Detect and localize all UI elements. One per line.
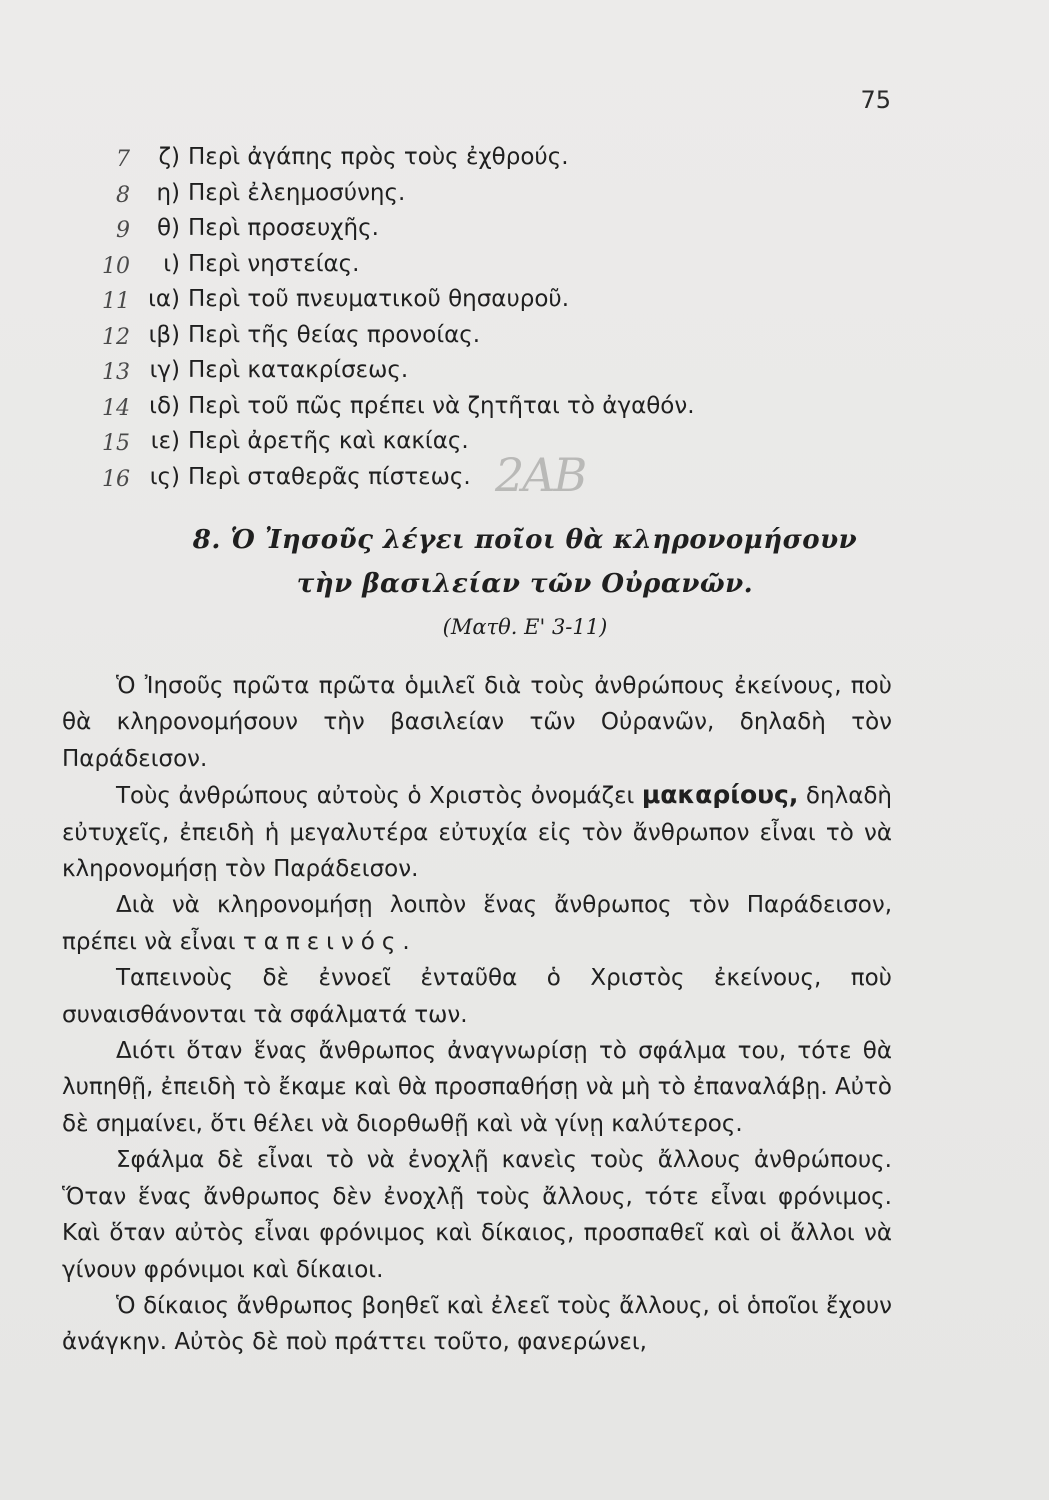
item-label: η) bbox=[156, 179, 180, 206]
page-number: 75 bbox=[860, 86, 891, 114]
item-label: ις) bbox=[149, 463, 180, 490]
item-text: Περὶ κατακρίσεως. bbox=[188, 357, 409, 383]
handwritten-number: 14 bbox=[102, 395, 130, 421]
spaced-word: ταπεινός. bbox=[242, 928, 417, 955]
item-label: ιε) bbox=[150, 428, 180, 454]
section-title-line2: τὴν βασιλείαν τῶν Οὐρανῶν. bbox=[296, 569, 754, 599]
handwritten-number: 11 bbox=[102, 289, 130, 314]
paragraph: Διότι ὅταν ἕνας ἄνθρωπος ἀναγνωρίσῃ τὸ σφάλμα του, τότε θὰ λυπηθῇ, ἐπειδὴ τὸ ἔκαμε καὶ θὰ προσπαθήσῃ νὰ μὴ τὸ ἐπαναλάβῃ. Αὐτὸ δὲ σημαίνει, ὅτι θέλει νὰ διορθωθῇ καὶ νὰ γίνῃ καλύτερος. bbox=[62, 1038, 892, 1137]
paragraph: Διὰ νὰ κληρονομήσῃ λοιπὸν ἕνας ἄνθρωπος τὸν Παράδεισον, πρέπει νὰ εἶναι ταπεινός. bbox=[62, 892, 892, 955]
paragraph: Τοὺς ἀνθρώπους αὐτοὺς ὁ Χριστὸς ὀνομάζει μακαρίους, δηλαδὴ εὐτυχεῖς, ἐπειδὴ ἡ μεγαλυτέρα εὐτυχία εἰς τὸν ἄνθρωπον εἶναι τὸ νὰ κληρονομήσῃ τὸν Παράδεισον. bbox=[62, 780, 892, 883]
handwritten-number: 7 bbox=[116, 147, 130, 172]
item-label: ιβ) bbox=[148, 321, 180, 348]
handwritten-number: 8 bbox=[116, 182, 130, 208]
item-label: ιδ) bbox=[149, 392, 180, 419]
body-text bbox=[62, 668, 892, 1361]
item-text: Περὶ νηστείας. bbox=[188, 250, 360, 277]
paragraph: Σφάλμα δὲ εἶναι τὸ νὰ ἐνοχλῇ κανεὶς τοὺς ἄλλους ἀνθρώπους. Ὅταν ἕνας ἄνθρωπος δὲν ἐνοχλῇ τοὺς ἄλλους, τότε εἶναι φρόνιμος. Καὶ ὅταν αὐτὸς εἶναι φρόνιμος καὶ δίκαιος, προσπαθεῖ καὶ οἱ ἄλλοι νὰ γίνουν φρόνιμοι καὶ δίκαιοι. bbox=[62, 1147, 892, 1283]
section-title-line1: Ὁ Ἰησοῦς λέγει ποῖοι θὰ κληρονομήσουν bbox=[230, 525, 858, 555]
item-text: Περὶ τοῦ πῶς πρέπει νὰ ζητῆται τὸ ἀγαθόν. bbox=[188, 392, 695, 419]
item-text: Περὶ προσευχῆς. bbox=[188, 215, 379, 241]
handwritten-number: 13 bbox=[102, 360, 130, 385]
scripture-reference: (Ματθ. Ε' 3-11) bbox=[442, 615, 608, 639]
item-label: ια) bbox=[148, 286, 180, 312]
item-text: Περὶ ἀγάπης πρὸς τοὺς ἐχθρούς. bbox=[188, 144, 569, 170]
item-text: Περὶ τοῦ πνευματικοῦ θησαυροῦ. bbox=[188, 286, 570, 312]
handwritten-number: 15 bbox=[102, 431, 130, 456]
emphasized-word: μακαρίους, bbox=[641, 780, 799, 810]
section-heading bbox=[60, 520, 990, 644]
handwritten-note: 2ΑΒ bbox=[495, 448, 586, 502]
item-text: Περὶ ἀρετῆς καὶ κακίας. bbox=[188, 428, 469, 454]
handwritten-number: 16 bbox=[102, 466, 130, 492]
item-text: Περὶ τῆς θείας προνοίας. bbox=[188, 321, 481, 348]
paragraph: Ὁ Ἰησοῦς πρῶτα πρῶτα ὁμιλεῖ διὰ τοὺς ἀνθρώπους ἐκείνους, ποὺ θὰ κληρονομήσουν τὴν βασιλείαν τῶν Οὐρανῶν, δηλαδὴ τὸν Παράδεισον. bbox=[62, 673, 892, 772]
item-text: Περὶ σταθερᾶς πίστεως. bbox=[188, 463, 471, 490]
item-label: ιγ) bbox=[149, 357, 180, 383]
paragraph: Ταπεινοὺς δὲ ἐννοεῖ ἐνταῦθα ὁ Χριστὸς ἐκείνους, ποὺ συναισθάνονται τὰ σφάλματά των. bbox=[62, 965, 892, 1028]
section-number: 8. bbox=[192, 525, 221, 555]
handwritten-number: 12 bbox=[102, 324, 130, 350]
item-label: ζ) bbox=[158, 144, 180, 170]
paragraph: Ὁ δίκαιος ἄνθρωπος βοηθεῖ καὶ ἐλεεῖ τοὺς ἄλλους, οἱ ὁποῖοι ἔχουν ἀνάγκην. Αὐτὸς δὲ ποὺ πράττει τοῦτο, φανερώνει, bbox=[62, 1292, 892, 1356]
item-text: Περὶ ἐλεημοσύνης. bbox=[188, 179, 406, 206]
item-label: ι) bbox=[163, 250, 180, 277]
item-label: θ) bbox=[156, 215, 180, 241]
handwritten-number: 10 bbox=[102, 253, 130, 279]
handwritten-number: 9 bbox=[116, 218, 130, 243]
